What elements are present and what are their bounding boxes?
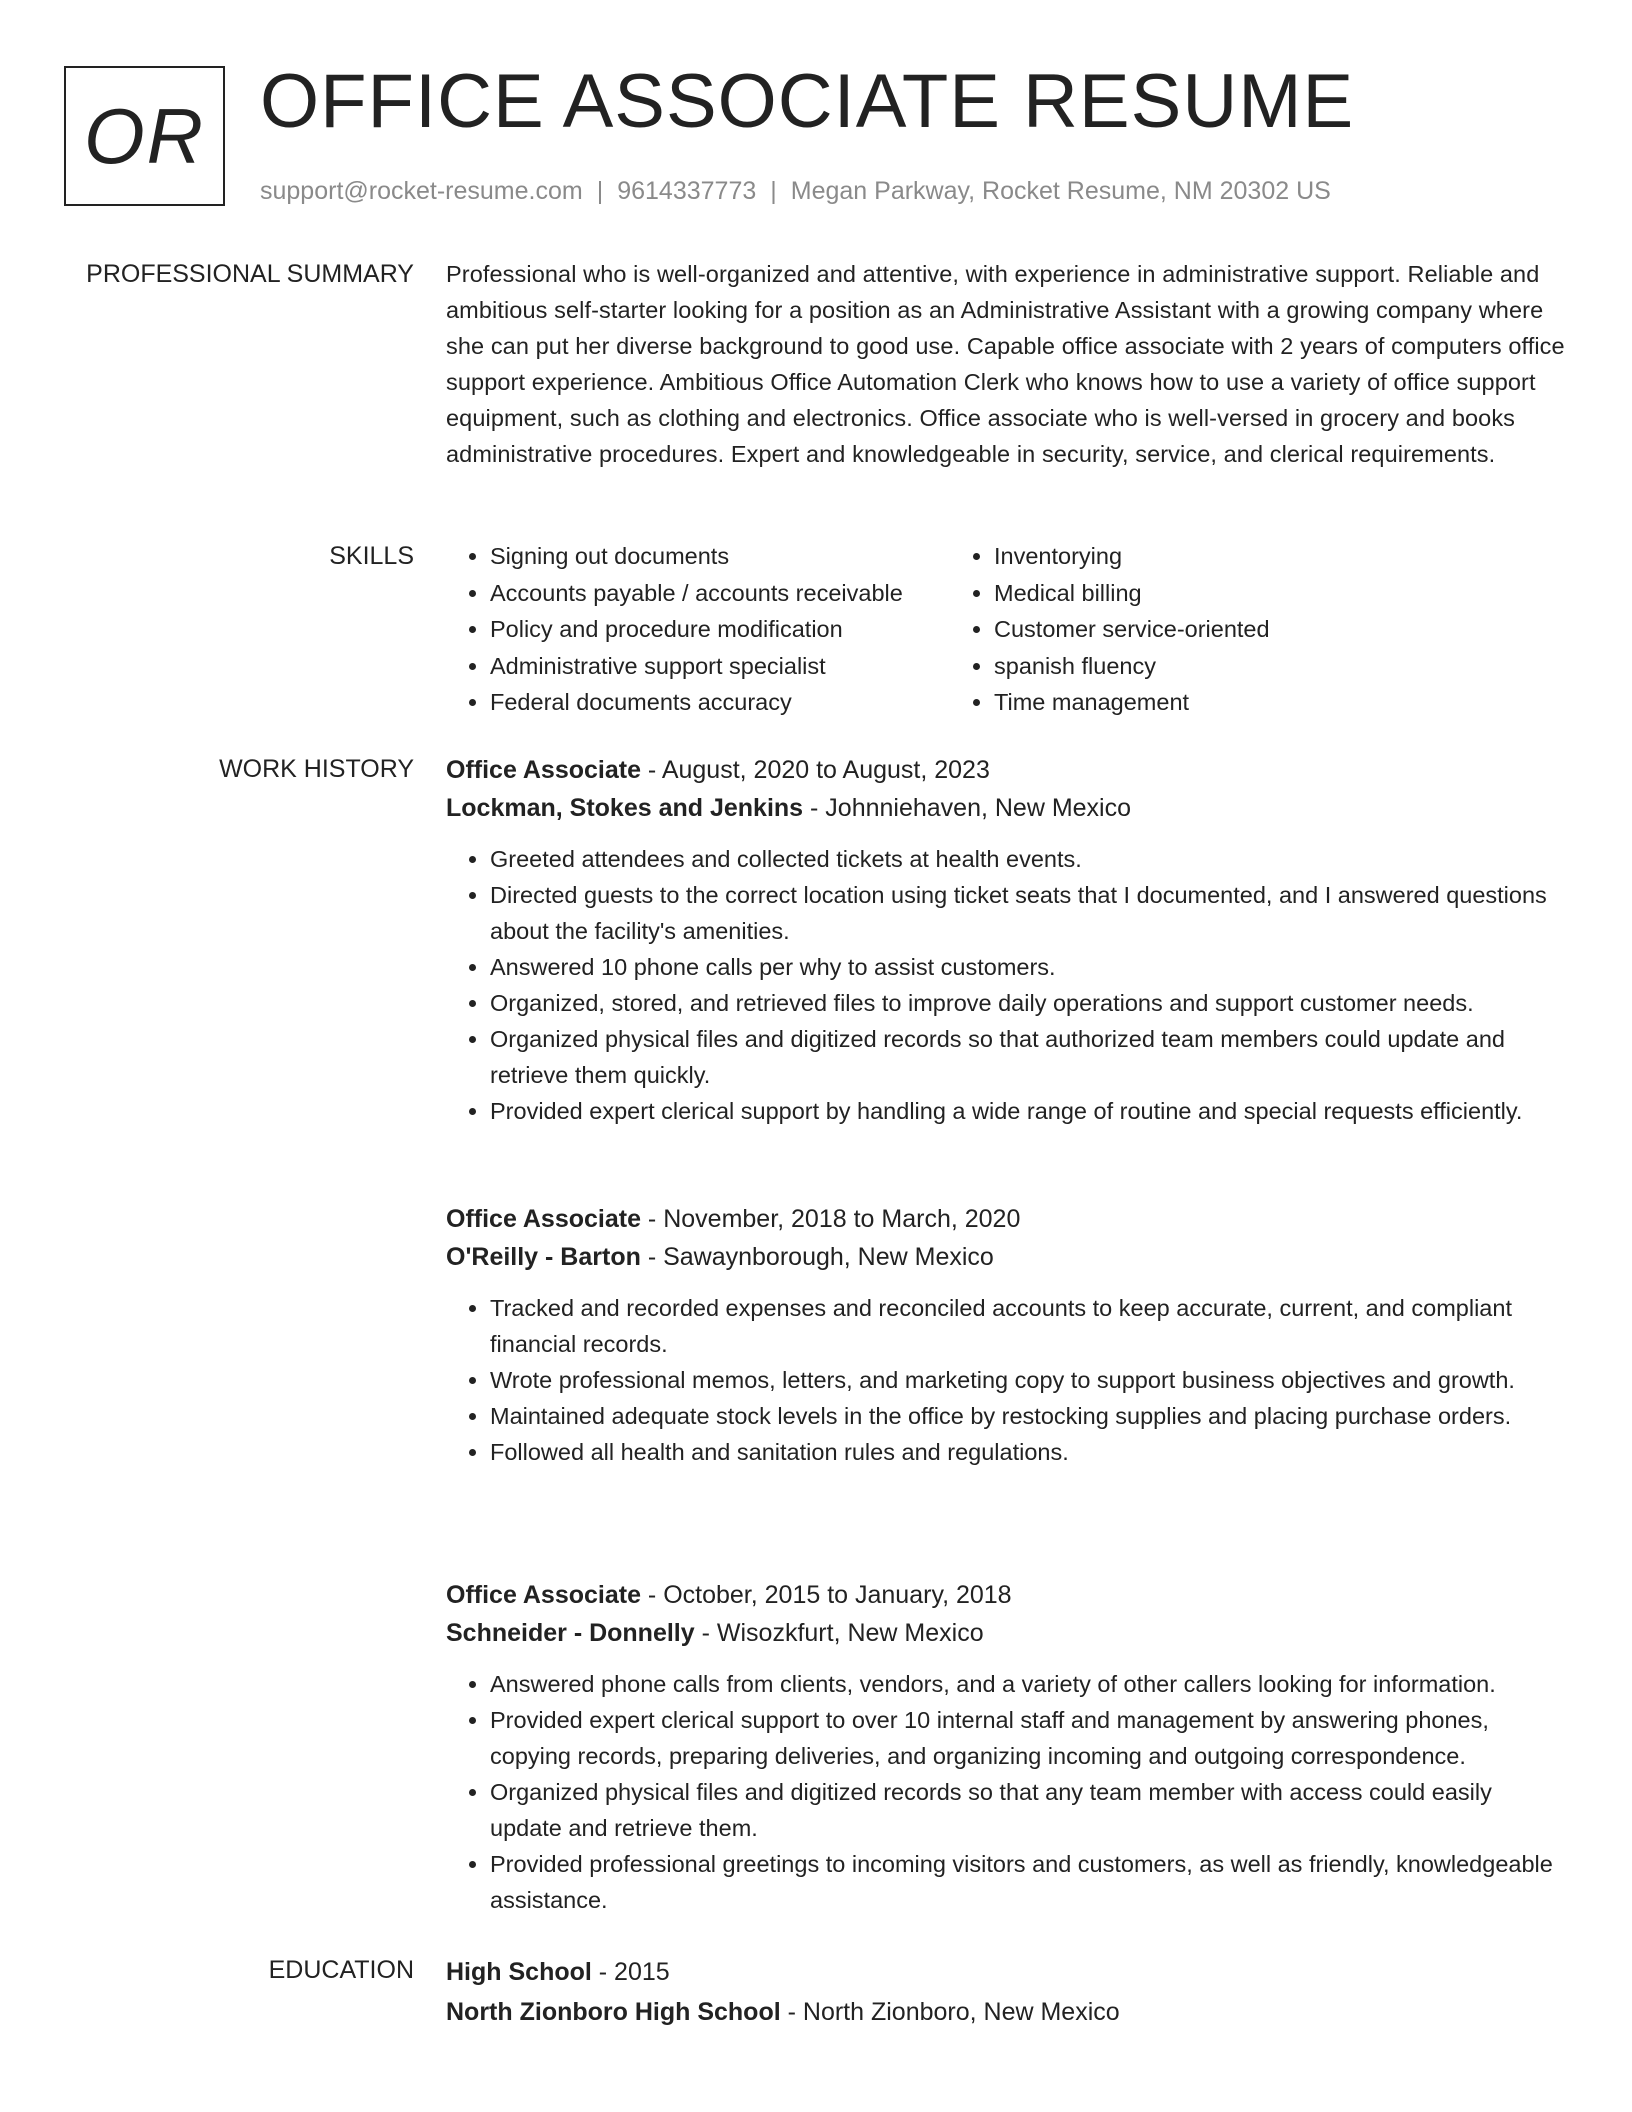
skills-list-left (446, 538, 950, 721)
summary-text: Professional who is well-organized and attentive, with experience in administrative support. Reliable and ambitious self-starter looking for a position as an Administrative Assistant with a growing company where she can put her diverse background to good use. Capable office associate with 2 years of computers office support experience. Ambitious Office Automation Clerk who knows how to use a variety of office support equipment, such as clothing and electronics. Office associate who is well-versed in grocery and books administrative procedures. Expert and knowledgeable in security, service, and clerical requirements. (446, 261, 1565, 467)
contact-separator: | (596, 177, 604, 205)
job-bullets (446, 1290, 1566, 1470)
job-bullets (446, 841, 1566, 1129)
job-title: Office Associate (446, 1205, 641, 1233)
job-location: - Sawaynborough, New Mexico (640, 1243, 994, 1271)
job-bullet: • Directed guests to the correct location using ticket seats that I documented, and I answered questions about the facility's amenities. (490, 877, 1566, 949)
skill-item: • Accounts payable / accounts receivable (490, 575, 950, 612)
job-bullet: • Greeted attendees and collected tickets at health events. (490, 841, 1566, 877)
contact-separator: | (770, 177, 777, 205)
summary-heading: PROFESSIONAL SUMMARY (86, 260, 414, 288)
contact-email: support@rocket-resume.com (260, 177, 583, 205)
job-bullet: • Answered 10 phone calls per why to assist customers. (490, 949, 1566, 985)
skill-item: • Time management (994, 684, 1270, 721)
skills-heading: SKILLS (329, 542, 414, 570)
skill-item: • Administrative support specialist (490, 648, 950, 685)
job-title-line (446, 1576, 1566, 1614)
job-bullet: • Tracked and recorded expenses and reconciled accounts to keep accurate, current, and compliant financial records. (490, 1290, 1566, 1362)
job-title-line (446, 1200, 1566, 1238)
job-bullet: • Organized physical files and digitized records so that any team member with access could easily update and retrieve them. (490, 1774, 1566, 1846)
job-bullet: • Organized physical files and digitized records so that authorized team members could update and retrieve them quickly. (490, 1021, 1566, 1093)
contact-line (260, 175, 1331, 207)
education-school: North Zionboro High School (446, 1998, 781, 2026)
work-history-body (446, 751, 1566, 1129)
education-year: - 2015 (591, 1958, 670, 1986)
job-bullet: • Followed all health and sanitation rules and regulations. (490, 1434, 1566, 1470)
job-title-line (446, 751, 1566, 789)
page-title: OFFICE ASSOCIATE RESUME (260, 59, 1355, 144)
job-bullet: • Provided expert clerical support to over 10 internal staff and management by answering phones, copying records, preparing deliveries, and organizing incoming and outgoing correspondence. (490, 1702, 1566, 1774)
job-bullet: • Wrote professional memos, letters, and marketing copy to support business objectives and growth. (490, 1362, 1566, 1398)
skill-item: • Signing out documents (490, 538, 950, 575)
job-bullet: • Provided expert clerical support by handling a wide range of routine and special requests efficiently. (490, 1093, 1566, 1129)
job-entry (446, 1576, 1566, 1918)
job-company-line (446, 1614, 1566, 1652)
skills-body (446, 538, 1566, 721)
skill-item: • Medical billing (994, 575, 1270, 612)
job-dates: - August, 2020 to August, 2023 (640, 756, 990, 784)
job-bullet: • Provided professional greetings to incoming visitors and customers, as well as friendly, knowledgeable assistance. (490, 1846, 1566, 1918)
contact-phone: 9614337773 (617, 177, 757, 205)
job-entry (446, 751, 1566, 1129)
skill-item: • Federal documents accuracy (490, 684, 950, 721)
skill-item: • spanish fluency (994, 648, 1270, 685)
job-company: O'Reilly - Barton (446, 1243, 641, 1271)
job-entry (446, 1200, 1566, 1470)
education-degree: High School (446, 1958, 592, 1986)
job-company: Lockman, Stokes and Jenkins (446, 794, 804, 822)
summary-body (446, 256, 1566, 472)
skill-item: • Inventorying (994, 538, 1270, 575)
education-body (446, 1952, 1566, 2032)
job-location: - Wisozkfurt, New Mexico (694, 1619, 984, 1647)
education-location: - North Zionboro, New Mexico (780, 1998, 1120, 2026)
work-history-body-3 (446, 1576, 1566, 1918)
education-heading: EDUCATION (268, 1956, 414, 1984)
job-bullet: • Maintained adequate stock levels in the office by restocking supplies and placing purchase orders. (490, 1398, 1566, 1434)
skill-item: • Policy and procedure modification (490, 611, 950, 648)
skill-item: • Customer service-oriented (994, 611, 1270, 648)
job-company-line (446, 1238, 1566, 1276)
job-dates: - November, 2018 to March, 2020 (640, 1205, 1021, 1233)
job-bullet: • Organized, stored, and retrieved files to improve daily operations and support customer needs. (490, 985, 1566, 1021)
education-degree-line (446, 1952, 1566, 1992)
education-school-line (446, 1992, 1566, 2032)
job-company-line (446, 789, 1566, 827)
job-title: Office Associate (446, 1581, 641, 1609)
job-title: Office Associate (446, 756, 641, 784)
job-company: Schneider - Donnelly (446, 1619, 695, 1647)
work-history-heading: WORK HISTORY (219, 755, 414, 783)
monogram-logo: OR (64, 66, 225, 206)
job-location: - Johnniehaven, New Mexico (803, 794, 1132, 822)
work-history-body-2 (446, 1200, 1566, 1470)
job-dates: - October, 2015 to January, 2018 (640, 1581, 1012, 1609)
skills-list-right (950, 538, 1270, 721)
contact-address: Megan Parkway, Rocket Resume, NM 20302 US (790, 177, 1331, 205)
job-bullets (446, 1666, 1566, 1918)
job-bullet: • Answered phone calls from clients, vendors, and a variety of other callers looking for information. (490, 1666, 1566, 1702)
